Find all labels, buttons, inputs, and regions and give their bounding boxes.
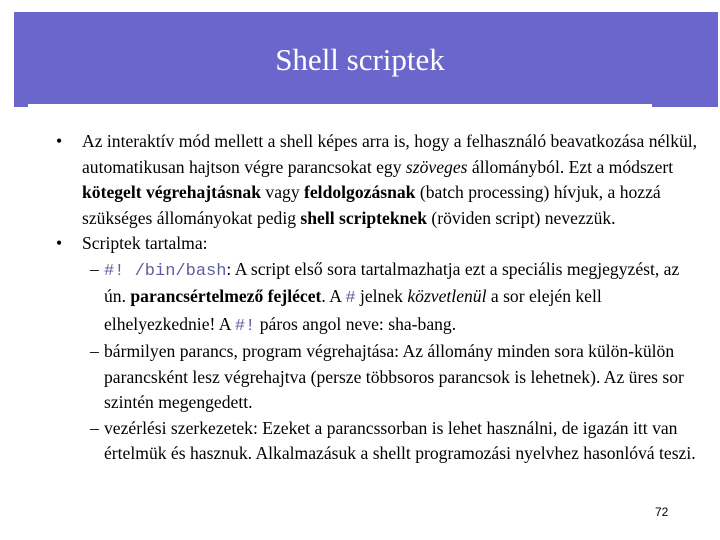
- bullet-intro: [56, 129, 704, 231]
- text-segment: állományból. Ezt a módszert: [467, 156, 674, 177]
- subitem-marker: –: [90, 341, 99, 361]
- bullet-script-contents: [56, 231, 704, 257]
- bullet-marker: •: [56, 131, 63, 151]
- text-segment: . A: [321, 286, 346, 306]
- text-segment: (röviden script) nevezzük.: [427, 207, 616, 228]
- subitem-text: bármilyen parancs, program végrehajtása: Az állomány minden sora külön-külön parancsként lesz végrehajtva (persze többsoros parancsok is lehetnek). Az üres sor szintén megengedett.: [104, 341, 684, 412]
- subitem-shebang: [56, 257, 704, 340]
- text-segment: a sor elején kell elhelyezkednie! A: [104, 286, 602, 334]
- code-hash: #: [345, 289, 356, 308]
- emphasis-szoveges: szöveges: [405, 156, 468, 177]
- code-hash-bang: #!: [234, 316, 256, 336]
- bullet-text: Scriptek tartalma:: [82, 233, 208, 253]
- text-segment: páros angol neve: sha-bang.: [255, 313, 457, 334]
- text-segment: : A script első sora tartalmazhatja ezt a speciális megjegyzést, az ún.: [104, 258, 680, 306]
- subitem-marker: –: [90, 258, 99, 279]
- term-parancsertelmezo: parancsértelmező fejlécet: [130, 286, 322, 306]
- text-segment: Az interaktív mód mellett a shell képes arra is, hogy a felhasználó beavatkozása nélkül, automatikusan hajtson végre parancsokat egy: [82, 131, 698, 177]
- term-feldolgozas: feldolgozásnak: [304, 182, 416, 202]
- slide-title: Shell scriptek: [275, 42, 445, 77]
- subitem-control-structures: [56, 416, 704, 467]
- page-number: 72: [655, 505, 669, 519]
- title-underline: [28, 104, 652, 107]
- slide-content: [56, 129, 704, 467]
- term-shell-script: shell scripteknek: [300, 207, 427, 228]
- text-segment: vagy: [261, 182, 305, 202]
- term-kotegelt: kötegelt végrehajtásnak: [82, 182, 262, 202]
- title-banner: [14, 12, 718, 107]
- bullet-marker: •: [56, 233, 63, 253]
- code-shebang: #! /bin/bash: [104, 261, 227, 281]
- text-segment: (batch processing) hívjuk, a hozzá szükséges állományokat pedig: [82, 182, 661, 228]
- text-segment: jelnek: [355, 286, 408, 306]
- subitem-marker: –: [90, 417, 99, 438]
- subitem-text: vezérlési szerkezetek: Ezeket a parancssorban is lehet használni, de igazán itt van értelmük és hasznuk. Alkalmazásuk a shellt programozási nyelvhez hasonlóvá teszi.: [104, 417, 696, 463]
- subitem-commands: [56, 339, 704, 416]
- emphasis-kozvetlenul: közvetlenül: [407, 286, 487, 306]
